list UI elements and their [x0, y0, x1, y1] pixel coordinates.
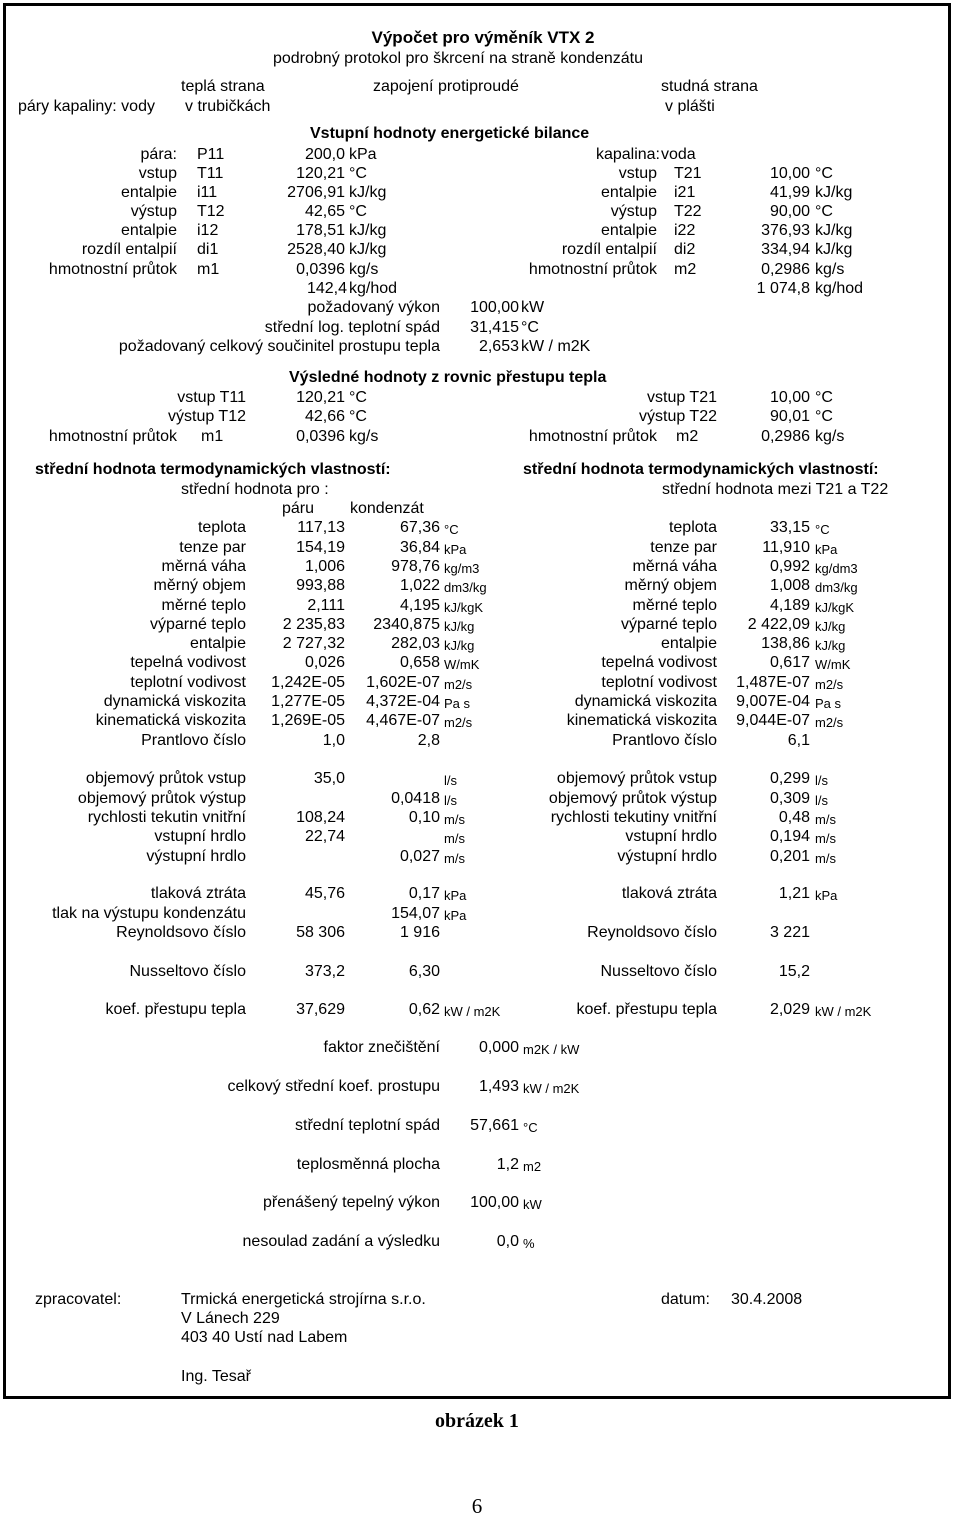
result-unit: °C: [815, 389, 833, 406]
prop-label: entalpie: [660, 635, 717, 652]
prop-condensate-value: 4,467E-07: [366, 712, 440, 729]
result-value: 120,21: [296, 389, 345, 406]
flow-label: objemový průtok vstup: [556, 770, 717, 787]
prop-steam-value: 154,19: [296, 539, 345, 556]
summary-unit: %: [523, 1236, 535, 1251]
result-value: 10,00: [769, 389, 810, 406]
prop-unit: kJ/kg: [815, 638, 846, 653]
input-symbol: m1: [197, 261, 220, 278]
result-label: vstup T11: [177, 389, 246, 406]
input-unit: kg/hod: [815, 280, 864, 297]
flow-unit: l/s: [815, 793, 828, 808]
summary-value: 1,493: [478, 1078, 519, 1095]
power-label: požadovaný výkon: [307, 299, 440, 316]
prop-label: tenze par: [650, 539, 717, 556]
flow-unit: l/s: [444, 773, 457, 788]
input-value: 90,00: [769, 203, 810, 220]
input-symbol: T21: [674, 165, 702, 182]
input-unit: kPa: [349, 146, 377, 163]
prop-steam-value: 1,277E-05: [271, 693, 345, 710]
input-symbol: i12: [197, 222, 219, 239]
prop-condensate-value: 978,76: [391, 558, 440, 575]
flow-label: objemový průtok výstup: [77, 790, 246, 807]
input-symbol: T12: [197, 203, 225, 220]
company-address-line: V Lánech 229: [181, 1310, 280, 1327]
result-unit: °C: [815, 408, 833, 425]
flow-value: 0,194: [769, 828, 810, 845]
processor-name: Ing. Tesař: [181, 1368, 251, 1385]
prop-unit: kJ/kgK: [444, 600, 484, 615]
input-unit: °C: [349, 203, 367, 220]
prop-value: 9,044E-07: [736, 712, 810, 729]
prop-label: Prantlovo číslo: [141, 732, 246, 749]
media-label: páry kapaliny: vody: [18, 98, 155, 115]
power-unit: °C: [521, 319, 539, 336]
summary-value: 0,0: [496, 1233, 519, 1250]
result-label: hmotnostní průtok: [48, 428, 177, 445]
prop-unit: m2/s: [444, 677, 473, 692]
input-unit: kJ/kg: [815, 241, 853, 258]
flow-steam-value: 22,74: [304, 828, 345, 845]
prop-condensate-value: 2340,875: [373, 616, 440, 633]
input-value: 376,93: [761, 222, 810, 239]
result-value: 15,2: [778, 963, 810, 980]
input-unit: °C: [349, 165, 367, 182]
prop-condensate-value: 36,84: [399, 539, 440, 556]
power-value: 31,415: [470, 319, 519, 336]
result-unit: kg/s: [349, 428, 379, 445]
input-label: výstup: [130, 203, 177, 220]
prop-unit: kJ/kg: [444, 638, 475, 653]
prop-label: měrné teplo: [161, 597, 246, 614]
power-value: 2,653: [478, 338, 519, 355]
flow-label: výstupní hrdlo: [146, 848, 246, 865]
prop-label: měrná váha: [161, 558, 246, 575]
prop-label: měrná váha: [632, 558, 717, 575]
prop-unit: Pa s: [444, 696, 471, 711]
result-symbol: m2: [676, 428, 699, 445]
prop-value: 4,189: [769, 597, 810, 614]
prop-label: dynamická viskozita: [574, 693, 717, 710]
result-unit: kW / m2K: [815, 1004, 872, 1019]
prop-condensate-value: 0,658: [399, 654, 440, 671]
prop-unit: m2/s: [815, 715, 844, 730]
input-value: 41,99: [769, 184, 810, 201]
power-unit: kW: [521, 299, 545, 316]
result-value: 3 221: [769, 924, 810, 941]
prop-unit: °C: [815, 522, 830, 537]
company-address-line: 403 40 Ustí nad Labem: [181, 1329, 348, 1346]
input-symbol: i11: [197, 184, 218, 201]
prop-steam-value: 2 727,32: [282, 635, 345, 652]
prop-unit: kJ/kg: [444, 619, 475, 634]
prop-steam-value: 0,026: [304, 654, 345, 671]
flow-unit: l/s: [815, 773, 828, 788]
summary-label: faktor znečištění: [323, 1039, 440, 1056]
result-value: 42,66: [304, 408, 345, 425]
input-label: rozdíl entalpií: [81, 241, 177, 258]
result-label: Reynoldsovo číslo: [587, 924, 717, 941]
prop-label: teplota: [668, 519, 717, 536]
prop-label: teplotní vodivost: [130, 674, 246, 691]
input-value: 178,51: [296, 222, 345, 239]
prop-unit: dm3/kg: [444, 580, 487, 595]
prop-condensate-value: 1,022: [399, 577, 440, 594]
summary-value: 0,000: [478, 1039, 519, 1056]
prop-label: měrný objem: [624, 577, 717, 594]
input-unit: kJ/kg: [349, 241, 387, 258]
summary-unit: kW / m2K: [523, 1081, 580, 1096]
flow-value: 0,299: [769, 770, 810, 787]
input-symbol: T22: [674, 203, 702, 220]
prop-unit: kJ/kgK: [815, 600, 855, 615]
summary-unit: m2: [523, 1159, 542, 1174]
flow-label: vstupní hrdlo: [625, 828, 717, 845]
summary-label: teplosměnná plocha: [296, 1156, 440, 1173]
input-label: entalpie: [600, 184, 657, 201]
input-unit: kg/s: [349, 261, 379, 278]
prop-label: dynamická viskozita: [103, 693, 246, 710]
summary-unit: kW: [523, 1197, 542, 1212]
flow-unit: l/s: [444, 793, 457, 808]
prop-value: 33,15: [769, 519, 810, 536]
flow-condensate-value: 0,027: [399, 848, 440, 865]
input-symbol: i21: [674, 184, 696, 201]
prop-steam-value: 117,13: [297, 519, 345, 536]
result-unit: °C: [349, 389, 367, 406]
flow-label: výstupní hrdlo: [617, 848, 717, 865]
summary-label: přenášený tepelný výkon: [263, 1194, 440, 1211]
summary-label: celkový střední koef. prostupu: [227, 1078, 440, 1095]
flow-label: rychlosti tekutin vnitřní: [87, 809, 246, 826]
prop-unit: °C: [444, 522, 459, 537]
result-label: výstup T12: [168, 408, 246, 425]
prop-label: tepelná vodivost: [601, 654, 717, 671]
input-label: entalpie: [120, 184, 177, 201]
prop-unit: kJ/kg: [815, 619, 846, 634]
result-label: Nusseltovo číslo: [600, 963, 717, 980]
prop-unit: kPa: [444, 542, 467, 557]
prop-condensate-value: 282,03: [391, 635, 440, 652]
flow-label: objemový průtok vstup: [85, 770, 246, 787]
prop-steam-value: 1,0: [322, 732, 345, 749]
props-subtitle-left: střední hodnota pro :: [181, 481, 329, 498]
result-label: výstup T22: [639, 408, 717, 425]
prop-label: měrné teplo: [632, 597, 717, 614]
result-unit: kW / m2K: [444, 1004, 501, 1019]
prop-value: 138,86: [761, 635, 810, 652]
prop-unit: Pa s: [815, 696, 842, 711]
input-value: 200,0: [304, 146, 345, 163]
summary-unit: m2K / kW: [523, 1042, 580, 1057]
steam-value: 37,629: [296, 1001, 345, 1018]
prop-steam-value: 1,242E-05: [271, 674, 345, 691]
input-label: hmotnostní průtok: [528, 261, 657, 278]
power-label: střední log. teplotní spád: [264, 319, 440, 336]
prop-steam-value: 2,111: [307, 597, 345, 614]
flow-steam-value: 35,0: [313, 770, 345, 787]
prop-label: teplota: [197, 519, 246, 536]
prop-value: 0,617: [769, 654, 810, 671]
prop-condensate-value: 4,195: [399, 597, 440, 614]
prop-value: 11,910: [762, 539, 810, 556]
input-value: 0,2986: [761, 261, 810, 278]
input-unit: °C: [815, 165, 833, 182]
prop-unit: W/mK: [815, 657, 851, 672]
flow-unit: m/s: [444, 851, 465, 866]
input-unit: kJ/kg: [815, 184, 853, 201]
result-label: tlak na výstupu kondenzátu: [52, 905, 246, 922]
flow-unit: m/s: [815, 831, 836, 846]
condensate-value: 1 916: [399, 924, 440, 941]
prop-label: měrný objem: [153, 577, 246, 594]
summary-value: 57,661: [470, 1117, 519, 1134]
prop-unit: m2/s: [444, 715, 473, 730]
input-value: 1 074,8: [756, 280, 810, 297]
result-label: tlaková ztráta: [150, 885, 246, 902]
result-label: Nusseltovo číslo: [129, 963, 246, 980]
flow-steam-value: 108,24: [296, 809, 345, 826]
condensate-value: 0,17: [408, 885, 440, 902]
prop-label: entalpie: [189, 635, 246, 652]
result-unit: kPa: [444, 908, 467, 923]
result-value: 1,21: [778, 885, 810, 902]
flow-unit: m/s: [815, 851, 836, 866]
prop-value: 0,992: [769, 558, 810, 575]
result-label: koef. přestupu tepla: [105, 1001, 246, 1018]
col-condensate: kondenzát: [350, 500, 424, 517]
steam-value: 45,76: [304, 885, 345, 902]
input-value: 120,21: [296, 165, 345, 182]
company-address-line: Trmická energetická strojírna s.r.o.: [181, 1291, 426, 1308]
summary-unit: °C: [523, 1120, 538, 1135]
hot-side-location: v trubičkách: [185, 98, 271, 115]
input-value: 10,00: [769, 165, 810, 182]
liquid-label: kapalina:: [595, 146, 660, 163]
processor-label: zpracovatel:: [35, 1291, 122, 1308]
condensate-value: 0,62: [408, 1001, 440, 1018]
result-value: 0,0396: [296, 428, 345, 445]
result-unit: °C: [349, 408, 367, 425]
prop-label: tepelná vodivost: [130, 654, 246, 671]
prop-unit: kg/m3: [444, 561, 480, 576]
flow-label: objemový průtok výstup: [548, 790, 717, 807]
input-symbol: di2: [674, 241, 696, 258]
section-title-results: Výsledné hodnoty z rovnic přestupu tepla: [289, 369, 607, 386]
input-symbol: m2: [674, 261, 697, 278]
input-label: vstup: [618, 165, 657, 182]
flow-unit: m/s: [444, 831, 465, 846]
cold-side-location: v plášti: [665, 98, 715, 115]
condensate-value: 6,30: [408, 963, 440, 980]
flow-value: 0,309: [769, 790, 810, 807]
result-label: Reynoldsovo číslo: [116, 924, 246, 941]
flow-unit: m/s: [444, 812, 465, 827]
prop-value: 9,007E-04: [736, 693, 810, 710]
hot-side-label: teplá strana: [181, 78, 265, 95]
prop-unit: W/mK: [444, 657, 480, 672]
result-unit: kPa: [815, 888, 838, 903]
input-value: 2528,40: [287, 241, 345, 258]
page-number: 6: [471, 1494, 483, 1518]
date-value: 30.4.2008: [731, 1291, 803, 1308]
power-value: 100,00: [470, 299, 519, 316]
input-unit: °C: [815, 203, 833, 220]
prop-condensate-value: 67,36: [399, 519, 440, 536]
prop-label: výparné teplo: [620, 616, 717, 633]
result-unit: kPa: [444, 888, 467, 903]
prop-label: kinematická viskozita: [566, 712, 717, 729]
condensate-value: 154,07: [391, 905, 440, 922]
input-label: entalpie: [600, 222, 657, 239]
input-value: 2706,91: [287, 184, 345, 201]
prop-value: 6,1: [787, 732, 810, 749]
result-value: 2,029: [769, 1001, 810, 1018]
input-label: rozdíl entalpií: [561, 241, 657, 258]
prop-unit: kPa: [815, 542, 838, 557]
col-steam: páru: [282, 500, 315, 517]
section-title-inputs: Vstupní hodnoty energetické bilance: [310, 125, 590, 142]
page-subtitle: podrobný protokol pro škrcení na straně kondenzátu: [272, 50, 643, 67]
prop-unit: m2/s: [815, 677, 844, 692]
prop-label: Prantlovo číslo: [612, 732, 717, 749]
summary-label: střední teplotní spád: [295, 1117, 440, 1134]
input-label: pára:: [140, 146, 177, 163]
input-symbol: di1: [197, 241, 219, 258]
input-symbol: i22: [674, 222, 696, 239]
input-unit: kg/hod: [349, 280, 398, 297]
input-label: hmotnostní průtok: [48, 261, 177, 278]
input-symbol: T11: [197, 165, 224, 182]
prop-condensate-value: 2,8: [417, 732, 440, 749]
result-value: 90,01: [769, 408, 810, 425]
prop-label: tenze par: [179, 539, 246, 556]
result-label: koef. přestupu tepla: [576, 1001, 717, 1018]
result-label: hmotnostní průtok: [528, 428, 657, 445]
prop-unit: dm3/kg: [815, 580, 858, 595]
prop-steam-value: 2 235,83: [282, 616, 345, 633]
prop-value: 2 422,09: [747, 616, 810, 633]
page-title: Výpočet pro výměník VTX 2: [371, 28, 595, 47]
prop-label: kinematická viskozita: [95, 712, 246, 729]
prop-condensate-value: 4,372E-04: [366, 693, 440, 710]
input-unit: kJ/kg: [815, 222, 853, 239]
props-subtitle-right: střední hodnota mezi T21 a T22: [662, 481, 889, 498]
input-label: vstup: [138, 165, 177, 182]
result-label: vstup T21: [647, 389, 717, 406]
power-unit: kW / m2K: [521, 338, 591, 355]
result-value: 0,2986: [761, 428, 810, 445]
input-value: 142,4: [306, 280, 347, 297]
flow-condensate-value: 0,10: [408, 809, 440, 826]
document-frame: [3, 3, 951, 1399]
date-label: datum:: [661, 1291, 710, 1308]
steam-value: 58 306: [296, 924, 345, 941]
cold-side-label: studná strana: [661, 78, 758, 95]
prop-value: 1,008: [769, 577, 810, 594]
prop-label: výparné teplo: [149, 616, 246, 633]
flow-unit: m/s: [815, 812, 836, 827]
prop-condensate-value: 1,602E-07: [366, 674, 440, 691]
power-label: požadovaný celkový součinitel prostupu tepla: [118, 338, 440, 355]
result-unit: kg/s: [815, 428, 845, 445]
result-label: tlaková ztráta: [621, 885, 717, 902]
flow-value: 0,48: [778, 809, 810, 826]
figure-caption: obrázek 1: [435, 1410, 519, 1432]
summary-value: 100,00: [470, 1194, 519, 1211]
prop-unit: kg/dm3: [815, 561, 858, 576]
props-title-left: střední hodnota termodynamických vlastností:: [35, 461, 391, 478]
connection-label: zapojení protiproudé: [373, 78, 519, 95]
input-unit: kJ/kg: [349, 184, 387, 201]
summary-value: 1,2: [496, 1156, 519, 1173]
prop-steam-value: 993,88: [296, 577, 345, 594]
input-label: výstup: [610, 203, 657, 220]
flow-label: rychlosti tekutiny vnitřní: [550, 809, 717, 826]
input-unit: kJ/kg: [349, 222, 387, 239]
flow-condensate-value: 0,0418: [391, 790, 440, 807]
input-value: 42,65: [304, 203, 345, 220]
prop-steam-value: 1,269E-05: [271, 712, 345, 729]
liquid-name: voda: [661, 146, 696, 163]
prop-label: teplotní vodivost: [601, 674, 717, 691]
input-label: entalpie: [120, 222, 177, 239]
prop-steam-value: 1,006: [304, 558, 345, 575]
flow-label: vstupní hrdlo: [154, 828, 246, 845]
flow-value: 0,201: [769, 848, 810, 865]
steam-value: 373,2: [304, 963, 345, 980]
props-title-right: střední hodnota termodynamických vlastností:: [523, 461, 879, 478]
prop-value: 1,487E-07: [736, 674, 810, 691]
input-value: 0,0396: [296, 261, 345, 278]
input-value: 334,94: [761, 241, 810, 258]
input-unit: kg/s: [815, 261, 845, 278]
summary-label: nesoulad zadání a výsledku: [242, 1233, 440, 1250]
result-symbol: m1: [201, 428, 224, 445]
input-symbol: P11: [197, 146, 225, 163]
